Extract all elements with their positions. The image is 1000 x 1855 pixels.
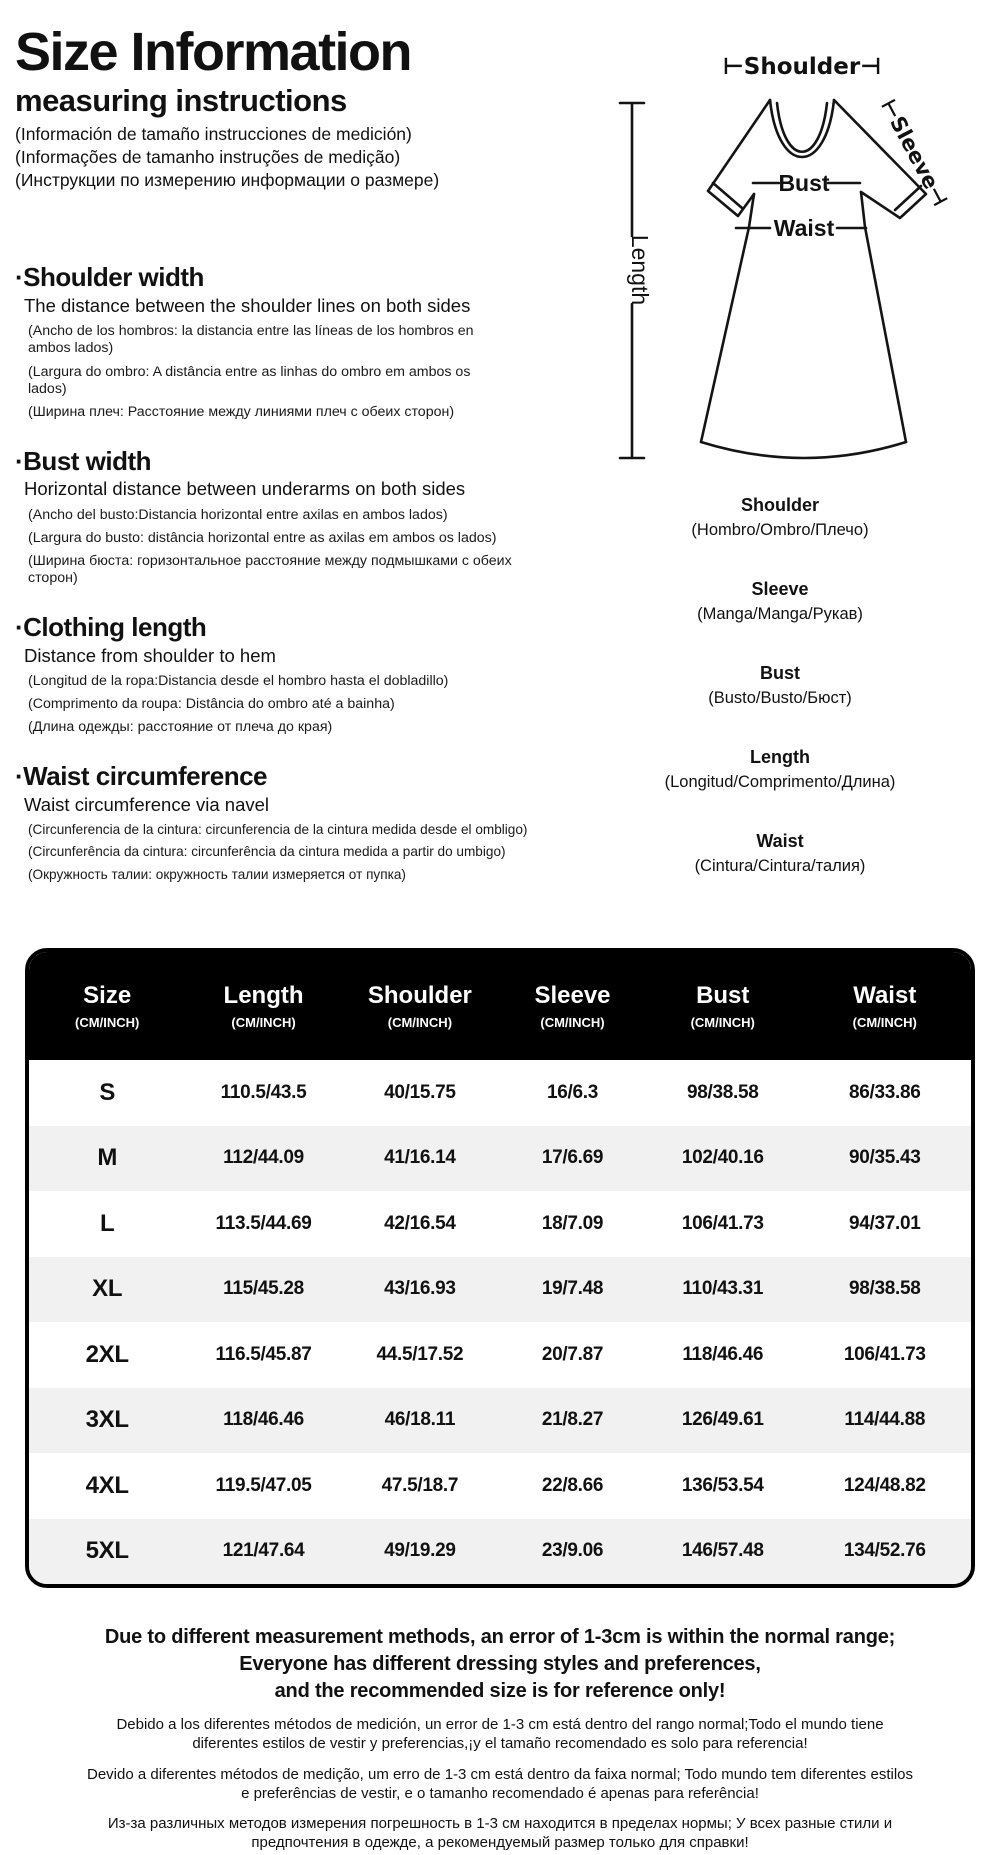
section-translation-ru: (Ширина плеч: Расстояние между линиями плеч с обеих сторон) — [28, 403, 455, 420]
section-description: The distance between the shoulder lines on both sides — [24, 295, 471, 317]
section-translation-es: (Ancho de los hombros: la distancia entre las líneas de los hombros en ambos lados) — [28, 323, 474, 357]
cell-sleeve: 21/8.27 — [541, 1409, 604, 1431]
left-cuff-band — [713, 183, 742, 208]
cell-sleeve: 19/7.48 — [541, 1278, 604, 1300]
cell-bust: 106/41.73 — [681, 1212, 764, 1234]
cell-sleeve: 17/6.69 — [541, 1147, 604, 1169]
footer-disclaimer — [0, 1624, 1000, 1853]
column-header-length — [185, 982, 341, 1030]
section-translation-pt: (Largura do ombro: A distância entre as linhas do ombro em ambos os lados) — [28, 363, 471, 397]
cell-sleeve: 20/7.87 — [541, 1343, 604, 1365]
notice-line-1: Due to different measurement methods, an error of 1-3cm is within the normal range; — [104, 1626, 896, 1648]
cell-size: M — [97, 1144, 118, 1172]
term-name: Sleeve — [751, 579, 809, 599]
column-unit: (CM/INCH) — [540, 1015, 605, 1030]
cell-bust: 110/43.31 — [682, 1278, 764, 1300]
cell-sleeve: 16/6.3 — [546, 1081, 598, 1103]
cell-shoulder: 41/16.14 — [384, 1147, 456, 1169]
section-title: ·Clothing length — [15, 611, 207, 642]
section-waist-circumference — [15, 762, 605, 883]
cell-shoulder: 43/16.93 — [384, 1278, 456, 1300]
cell-length: 118/46.46 — [223, 1409, 304, 1431]
table-row-m — [29, 1126, 971, 1192]
page-title: Size Information — [15, 22, 412, 82]
term-waist — [600, 828, 960, 879]
column-name: Bust — [696, 982, 750, 1009]
term-translation: (Cintura/Cintura/талия) — [694, 857, 866, 875]
diagram-bust-label: Bust — [778, 170, 830, 196]
cell-length: 112/44.09 — [223, 1147, 304, 1169]
cell-length: 121/47.64 — [222, 1540, 305, 1562]
right-body — [861, 192, 906, 442]
term-sleeve — [600, 576, 960, 627]
size-table-header — [29, 952, 971, 1060]
cell-bust: 146/57.48 — [681, 1540, 764, 1562]
cell-sleeve: 23/9.06 — [541, 1540, 604, 1562]
cell-sleeve: 18/7.09 — [541, 1212, 604, 1234]
term-name: Waist — [756, 831, 804, 851]
section-description: Waist circumference via navel — [24, 793, 270, 815]
notice-line-3: and the recommended size is for reference only! — [274, 1679, 726, 1702]
term-shoulder — [600, 492, 960, 543]
term-translation: (Hombro/Ombro/Плечо) — [691, 521, 869, 539]
cell-size: XL — [92, 1275, 123, 1303]
table-row-3xl — [29, 1388, 971, 1454]
cell-length: 119.5/47.05 — [215, 1474, 312, 1496]
table-row-l — [29, 1191, 971, 1257]
cell-shoulder: 49/19.29 — [384, 1540, 456, 1562]
section-bust-width — [15, 447, 512, 587]
diagram-shoulder-label: ⊢Shoulder⊣ — [722, 54, 882, 80]
cell-length: 110.5/43.5 — [220, 1081, 307, 1103]
neckline-outer — [770, 100, 834, 157]
column-name: Sleeve — [534, 982, 611, 1009]
dress-outline — [701, 100, 926, 458]
cell-length: 113.5/44.69 — [215, 1212, 312, 1234]
column-header-shoulder — [342, 982, 498, 1030]
subtitle-translation-ru: (Инструкции по измерению информации о размере) — [15, 169, 440, 190]
diagram-length-label: Length — [627, 234, 653, 306]
column-header-size — [29, 982, 185, 1030]
size-table — [25, 948, 975, 1588]
column-unit: (CM/INCH) — [231, 1015, 296, 1030]
cell-shoulder: 44.5/17.52 — [376, 1343, 464, 1365]
column-header-sleeve — [498, 982, 647, 1030]
section-title: ·Bust width — [15, 445, 152, 476]
column-header-waist — [799, 982, 971, 1030]
cell-waist: 124/48.82 — [843, 1474, 926, 1496]
section-translation-pt: (Comprimento da roupa: Distância do ombro até a bainha) — [28, 695, 395, 712]
column-unit: (CM/INCH) — [75, 1015, 140, 1030]
size-table-body — [29, 1060, 971, 1584]
footer-note-es: Debido a los diferentes métodos de medición, un error de 1-3 cm está dentro del rango normal;Todo el mundo tiene diferentes estilos de vestir y preferencias,¡y el tamaño recomendado es solo para referencia! — [116, 1716, 884, 1753]
measurement-terms-list — [600, 492, 960, 912]
cell-bust: 136/53.54 — [681, 1474, 764, 1496]
page-subtitle: measuring instructions — [15, 83, 347, 119]
section-translation-ru: (Ширина бюста: горизонтальное расстояние между подмышками с обеих сторон) — [28, 552, 512, 586]
left-body — [701, 194, 754, 442]
term-bust — [600, 660, 960, 711]
section-translation-es: (Circunferencia de la cintura: circunferencia de la cintura medida desde el ombligo) — [28, 822, 528, 838]
subtitle-translation-pt: (Informações de tamanho instruções de medição) — [15, 146, 401, 167]
cell-shoulder: 47.5/18.7 — [381, 1474, 459, 1496]
table-row-5xl — [29, 1519, 971, 1585]
hem — [701, 442, 906, 458]
column-name: Shoulder — [367, 982, 472, 1009]
column-header-bust — [647, 982, 799, 1030]
section-translation-pt: (Circunferência da cintura: circunferência da cintura medida a partir do umbigo) — [28, 844, 506, 860]
right-cuff-band — [895, 186, 921, 210]
cell-size: 3XL — [85, 1406, 129, 1434]
cell-shoulder: 42/16.54 — [384, 1212, 456, 1234]
diagram-sleeve-label: ⊢Sleeve⊣ — [876, 95, 953, 211]
column-name: Size — [83, 982, 132, 1009]
cell-waist: 90/35.43 — [848, 1147, 921, 1169]
table-row-2xl — [29, 1322, 971, 1388]
cell-waist: 134/52.76 — [843, 1540, 926, 1562]
cell-waist: 94/37.01 — [848, 1212, 921, 1234]
column-unit: (CM/INCH) — [387, 1015, 453, 1030]
cell-sleeve: 22/8.66 — [541, 1474, 604, 1496]
table-row-s — [29, 1060, 971, 1126]
cell-size: 2XL — [85, 1340, 129, 1368]
cell-waist: 98/38.58 — [848, 1278, 921, 1300]
table-row-xl — [29, 1257, 971, 1323]
term-name: Bust — [760, 663, 800, 683]
left-sleeve — [708, 100, 770, 216]
footer-note-pt: Devido a diferentes métodos de medição, um erro de 1-3 cm está dentro da faixa normal; Todo mundo tem diferentes estilos e preferências de vestir, e o tamanho recomendado é apenas para referência! — [87, 1765, 913, 1802]
cell-length: 115/45.28 — [223, 1278, 304, 1300]
cell-waist: 114/44.88 — [844, 1409, 926, 1431]
subtitle-translations — [15, 123, 512, 191]
column-unit: (CM/INCH) — [852, 1015, 917, 1030]
term-translation: (Manga/Manga/Рукав) — [697, 605, 863, 623]
term-name: Shoulder — [740, 495, 819, 515]
cell-bust: 98/38.58 — [686, 1081, 759, 1103]
measuring-instructions-column — [15, 22, 528, 883]
cell-waist: 106/41.73 — [843, 1343, 926, 1365]
section-translation-ru: (Окружность талии: окружность талии измеряется от пупка) — [28, 866, 406, 882]
term-length — [600, 744, 960, 795]
cell-bust: 102/40.16 — [681, 1147, 764, 1169]
cell-size: L — [99, 1209, 115, 1237]
subtitle-translation-es: (Información de tamaño instrucciones de medición) — [15, 124, 412, 145]
cell-size: 4XL — [85, 1471, 129, 1499]
cell-bust: 118/46.46 — [682, 1343, 764, 1365]
term-name: Length — [750, 747, 810, 767]
term-translation: (Busto/Busto/Бюст) — [708, 689, 852, 707]
notice-line-2: Everyone has different dressing styles and preferences, — [239, 1652, 761, 1675]
section-translation-es: (Longitud de la ropa:Distancia desde el hombro hasta el dobladillo) — [28, 672, 449, 689]
section-shoulder-width — [15, 263, 512, 420]
section-title: ·Shoulder width — [15, 262, 204, 293]
column-unit: (CM/INCH) — [690, 1015, 755, 1030]
cell-bust: 126/49.61 — [681, 1409, 764, 1431]
table-row-4xl — [29, 1453, 971, 1519]
cell-shoulder: 40/15.75 — [384, 1081, 456, 1103]
section-description: Distance from shoulder to hem — [24, 644, 276, 666]
cell-length: 116.5/45.87 — [215, 1343, 312, 1365]
cell-shoulder: 46/18.11 — [384, 1409, 456, 1431]
term-translation: (Longitud/Comprimento/Длина) — [664, 773, 896, 791]
section-description: Horizontal distance between underarms on both sides — [24, 478, 466, 500]
column-name: Length — [223, 982, 304, 1009]
footer-note-ru: Из-за различных методов измерения погрешность в 1-3 см находится в пределах нормы; У всех разные стили и предпочтения в одежде, а рекомендуемый размер только для справки! — [107, 1815, 893, 1852]
diagram-waist-label: Waist — [773, 215, 835, 241]
section-title: ·Waist circumference — [15, 760, 268, 791]
dress-diagram — [556, 28, 956, 468]
section-translation-es: (Ancho del busto:Distancia horizontal entre axilas en ambos lados) — [28, 506, 448, 523]
cell-waist: 86/33.86 — [848, 1081, 921, 1103]
cell-size: S — [99, 1078, 116, 1106]
section-clothing-length — [15, 613, 512, 736]
section-translation-ru: (Длина одежды: расстояние от плеча до края) — [28, 718, 333, 735]
cell-size: 5XL — [85, 1537, 129, 1565]
column-name: Waist — [853, 982, 917, 1009]
section-translation-pt: (Largura do busto: distância horizontal entre as axilas em ambos os lados) — [28, 529, 497, 546]
